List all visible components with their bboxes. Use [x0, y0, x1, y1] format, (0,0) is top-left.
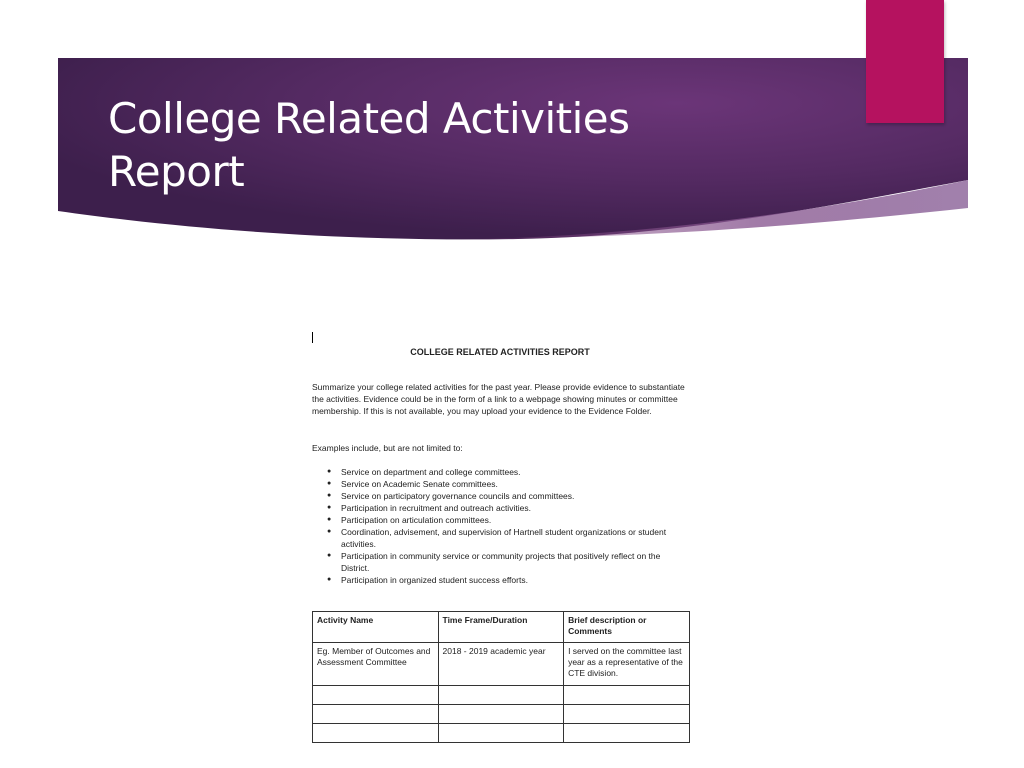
slide-title-line-2: Report	[108, 147, 245, 196]
list-item: ● Service on department and college committees.	[312, 466, 690, 478]
list-item: ● Coordination, advisement, and supervision of Hartnell student organizations or student activities.	[312, 526, 690, 550]
list-item: ● Participation in community service or community projects that positively reflect on the District.	[312, 550, 690, 574]
list-item: ● Service on Academic Senate committees.	[312, 478, 690, 490]
table-cell	[564, 724, 690, 743]
table-cell	[438, 686, 564, 705]
examples-list	[312, 466, 690, 586]
table-cell	[564, 705, 690, 724]
slide-title-line-1: College Related Activities	[108, 94, 630, 143]
table-header-row	[313, 612, 690, 643]
table-cell	[313, 705, 439, 724]
table-cell	[313, 686, 439, 705]
table-row	[313, 643, 690, 686]
document-instructions: Summarize your college related activities for the past year. Please provide evidence to substantiate the activities. Evidence could be in the form of a link to a webpage showing minutes or committee membership. If this is not available, you may upload your evidence to the Evidence Folder.	[312, 382, 685, 416]
table-cell	[564, 686, 690, 705]
table-cell	[438, 705, 564, 724]
text-cursor	[312, 332, 313, 343]
table-row	[313, 724, 690, 743]
examples-intro: Examples include, but are not limited to:	[312, 443, 463, 453]
table-cell: Eg. Member of Outcomes and Assessment Committee	[313, 643, 439, 686]
list-item: ● Participation in organized student success efforts.	[312, 574, 690, 586]
slide-title	[108, 92, 630, 198]
column-header: Time Frame/Duration	[438, 612, 564, 643]
list-item: ● Service on participatory governance councils and committees.	[312, 490, 690, 502]
list-item: ● Participation in recruitment and outreach activities.	[312, 502, 690, 514]
report-document	[312, 330, 692, 746]
column-header: Activity Name	[313, 612, 439, 643]
accent-tab	[866, 0, 944, 123]
table-row	[313, 686, 690, 705]
column-header: Brief description or Comments	[564, 612, 690, 643]
table-cell: 2018 - 2019 academic year	[438, 643, 564, 686]
table-cell	[438, 724, 564, 743]
table-cell	[313, 724, 439, 743]
document-heading: COLLEGE RELATED ACTIVITIES REPORT	[410, 347, 590, 357]
table-row	[313, 705, 690, 724]
table-cell: I served on the committee last year as a representative of the CTE division.	[564, 643, 690, 686]
list-item: ● Participation on articulation committees.	[312, 514, 690, 526]
activities-table	[312, 611, 690, 743]
